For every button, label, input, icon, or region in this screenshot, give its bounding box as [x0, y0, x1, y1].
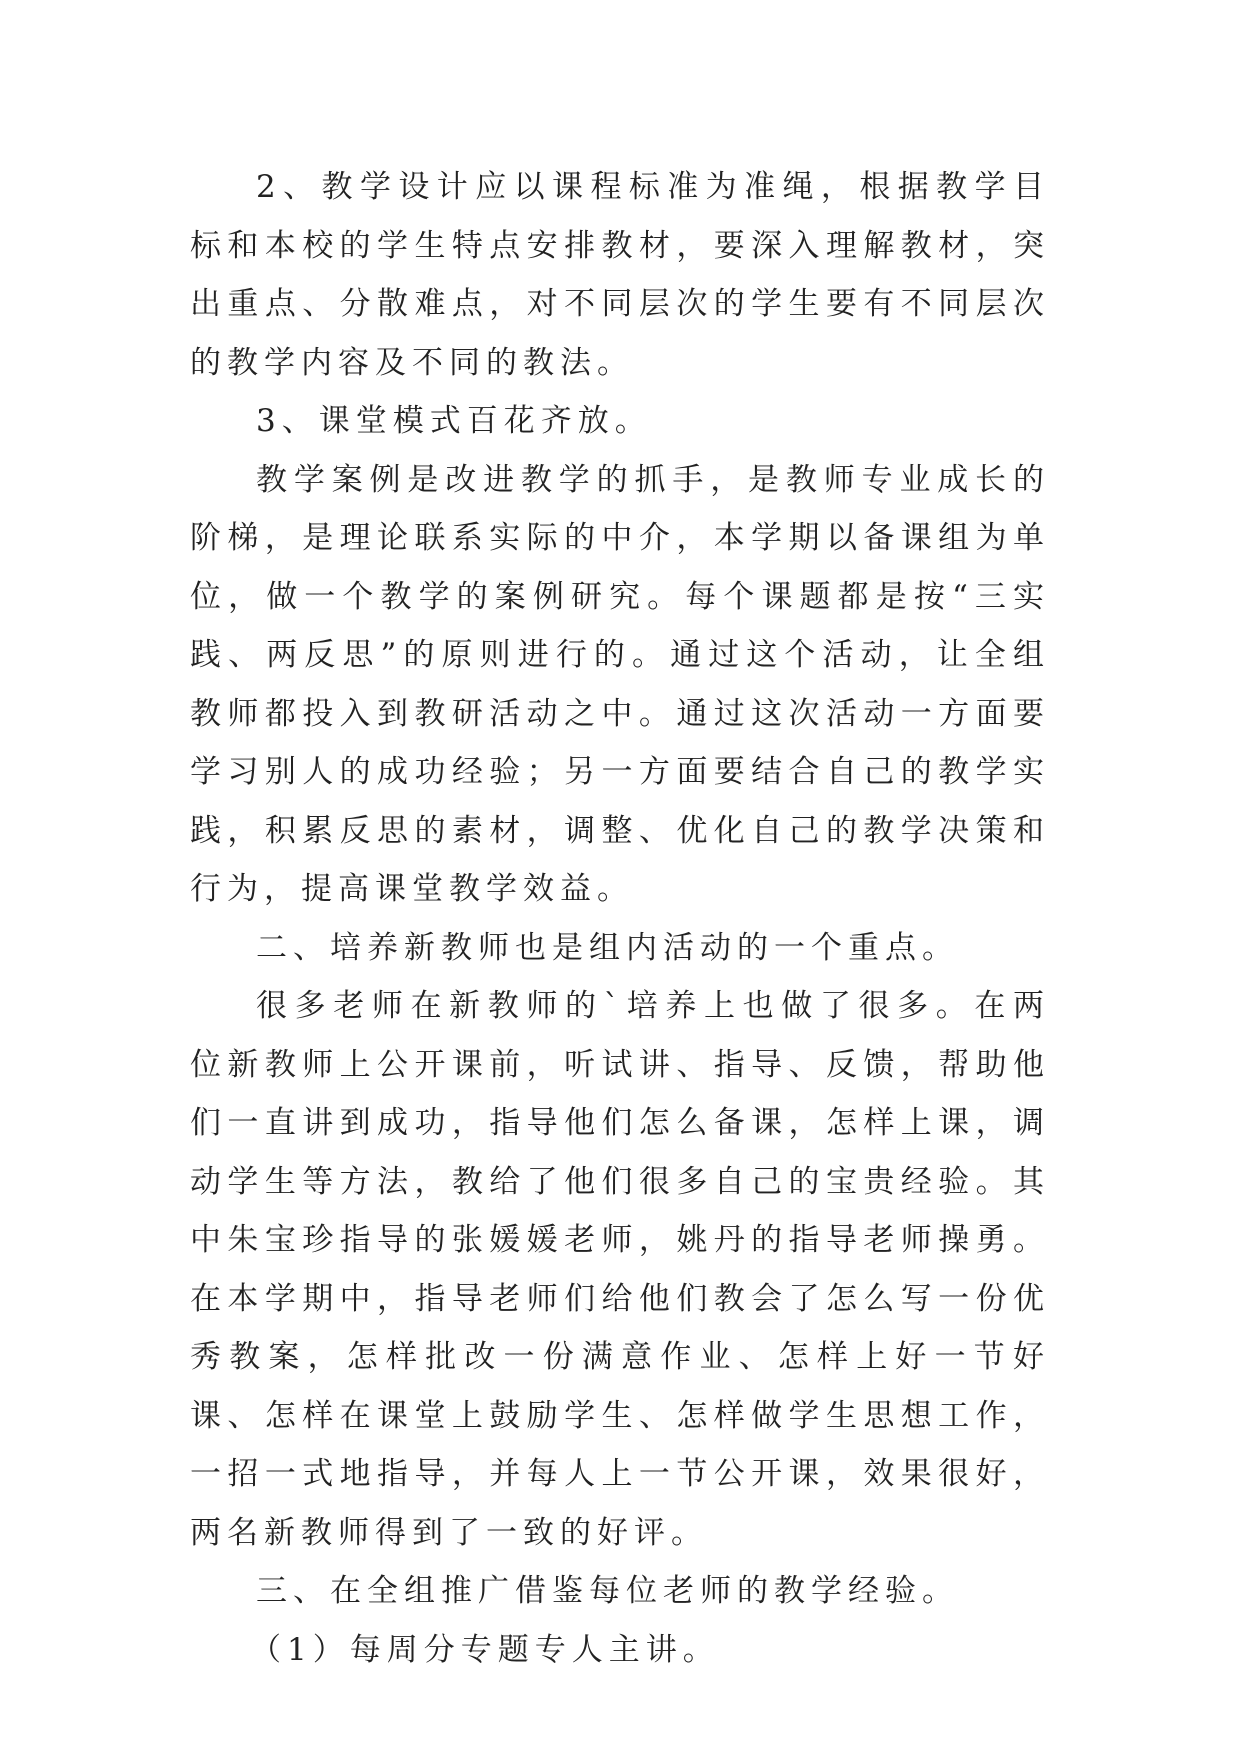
list-item-weekly-lecture: （1）每周分专题专人主讲。 [250, 1631, 720, 1668]
heading-new-teacher-training: 二、培养新教师也是组内活动的一个重点。 [256, 929, 959, 966]
paragraph-classroom-mode: 3、课堂模式百花齐放。 [256, 403, 652, 439]
paragraph-teaching-design: 2、教学设计应以课程标准为准绳，根据教学目标和本校的学生特点安排教材，要深入理解教材，突出重点、分散难点，对不同层次的学生要有不同层次的教学内容及不同的教法。 [190, 169, 1050, 381]
document-body [190, 158, 1050, 1679]
heading-share-experience: 三、在全组推广借鉴每位老师的教学经验。 [256, 1573, 959, 1609]
paragraph-new-teacher-guidance: 很多老师在新教师的`培养上也做了很多。在两位新教师上公开课前，听试讲、指导、反馈，帮助他们一直讲到成功，指导他们怎么备课，怎样上课，调动学生等方法，教给了他们很多自己的宝贵经验。其中朱宝珍指导的张媛媛老师，姚丹的指导老师操勇。在本学期中，指导老师们给他们教会了怎么写一份优秀教案，怎样批改一份满意作业、怎样上好一节好课、怎样在课堂上鼓励学生、怎样做学生思想工作，一招一式地指导，并每人上一节公开课，效果很好，两名新教师得到了一致的好评。 [190, 988, 1050, 1551]
paragraph-teaching-cases: 教学案例是改进教学的抓手，是教师专业成长的阶梯，是理论联系实际的中介，本学期以备课组为单位，做一个教学的案例研究。每个课题都是按“三实践、两反思”的原则进行的。通过这个活动，让全组教师都投入到教研活动之中。通过这次活动一方面要学习别人的成功经验；另一方面要结合自己的教学实践，积累反思的素材，调整、优化自己的教学决策和行为，提高课堂教学效益。 [190, 461, 1050, 907]
